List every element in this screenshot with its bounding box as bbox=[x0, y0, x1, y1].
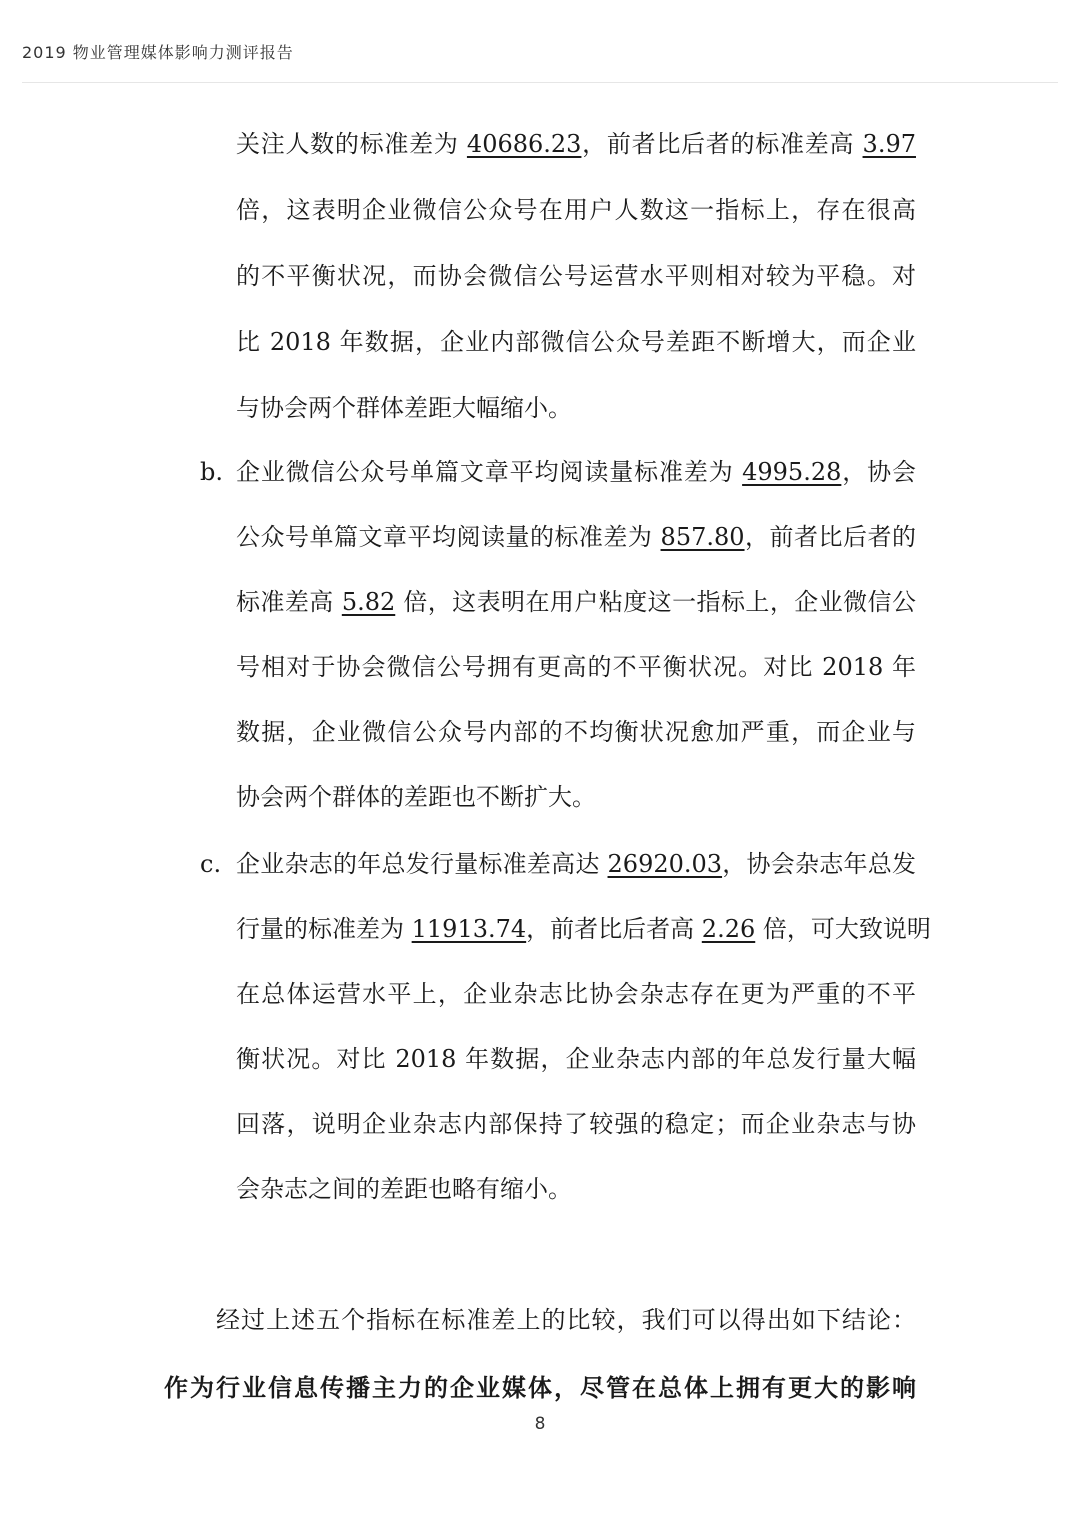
list-marker: b. bbox=[200, 458, 223, 486]
text-run: 关注人数的标准差为 bbox=[236, 130, 467, 158]
paragraph-line: 衡状况。对比 2018 年数据，企业杂志内部的年总发行量大幅 bbox=[236, 1045, 916, 1073]
text-run: 企业微信公众号单篇文章平均阅读量标准差为 bbox=[236, 458, 743, 486]
text-run: ，前者比后者的 bbox=[744, 523, 916, 551]
paragraph-line bbox=[236, 909, 931, 949]
header-divider bbox=[22, 82, 1058, 83]
paragraph-line: 的不平衡状况，而协会微信公号运营水平则相对较为平稳。对 bbox=[236, 262, 916, 290]
underlined-value: 4995.28 bbox=[742, 458, 842, 486]
running-header: 2019 物业管理媒体影响力测评报告 bbox=[22, 43, 294, 62]
paragraph-line: 回落，说明企业杂志内部保持了较强的稳定；而企业杂志与协 bbox=[236, 1110, 916, 1138]
underlined-value: 2.26 bbox=[701, 915, 756, 943]
underlined-value: 3.97 bbox=[862, 130, 916, 158]
conclusion-sentence: 经过上述五个指标在标准差上的比较，我们可以得出如下结论： bbox=[216, 1306, 916, 1334]
paragraph-line bbox=[236, 582, 916, 622]
paragraph-line: 协会两个群体的差距也不断扩大。 bbox=[236, 783, 596, 811]
underlined-value: 5.82 bbox=[341, 588, 396, 616]
text-run: ，前者比后者的标准差高 bbox=[581, 130, 863, 158]
paragraph-line: 倍，这表明企业微信公众号在用户人数这一指标上，存在很高 bbox=[236, 196, 916, 224]
page-number: 8 bbox=[534, 1414, 546, 1434]
text-run: 企业杂志的年总发行量标准差高达 bbox=[236, 850, 608, 878]
paragraph-line bbox=[236, 452, 916, 492]
paragraph-line: 会杂志之间的差距也略有缩小。 bbox=[236, 1175, 572, 1203]
text-run: ，前者比后者高 bbox=[526, 915, 702, 943]
text-run: ，协会 bbox=[841, 458, 916, 486]
underlined-value: 11913.74 bbox=[411, 915, 527, 943]
paragraph-line bbox=[236, 517, 916, 557]
paragraph-line bbox=[236, 124, 916, 164]
text-run: 倍，可大致说明 bbox=[755, 915, 931, 943]
paragraph-line bbox=[236, 844, 916, 884]
text-run: 标准差高 bbox=[236, 588, 342, 616]
paragraph-line: 在总体运营水平上，企业杂志比协会杂志存在更为严重的不平 bbox=[236, 980, 916, 1008]
underlined-value: 857.80 bbox=[660, 523, 745, 551]
underlined-value: 26920.03 bbox=[607, 850, 723, 878]
list-marker: c. bbox=[200, 850, 222, 878]
text-run: 公众号单篇文章平均阅读量的标准差为 bbox=[236, 523, 661, 551]
paragraph-line: 比 2018 年数据，企业内部微信公众号差距不断增大，而企业 bbox=[236, 328, 916, 356]
paragraph-line: 数据，企业微信公众号内部的不均衡状况愈加严重，而企业与 bbox=[236, 718, 916, 746]
bold-conclusion-line: 作为行业信息传播主力的企业媒体，尽管在总体上拥有更大的影响 bbox=[164, 1373, 916, 1402]
underlined-value: 40686.23 bbox=[466, 130, 582, 158]
paragraph-line: 与协会两个群体差距大幅缩小。 bbox=[236, 394, 572, 422]
text-run: 倍，这表明在用户粘度这一指标上，企业微信公 bbox=[395, 588, 916, 616]
text-run: ，协会杂志年总发 bbox=[722, 850, 916, 878]
text-run: 行量的标准差为 bbox=[236, 915, 412, 943]
paragraph-line: 号相对于协会微信公号拥有更高的不平衡状况。对比 2018 年 bbox=[236, 653, 916, 681]
